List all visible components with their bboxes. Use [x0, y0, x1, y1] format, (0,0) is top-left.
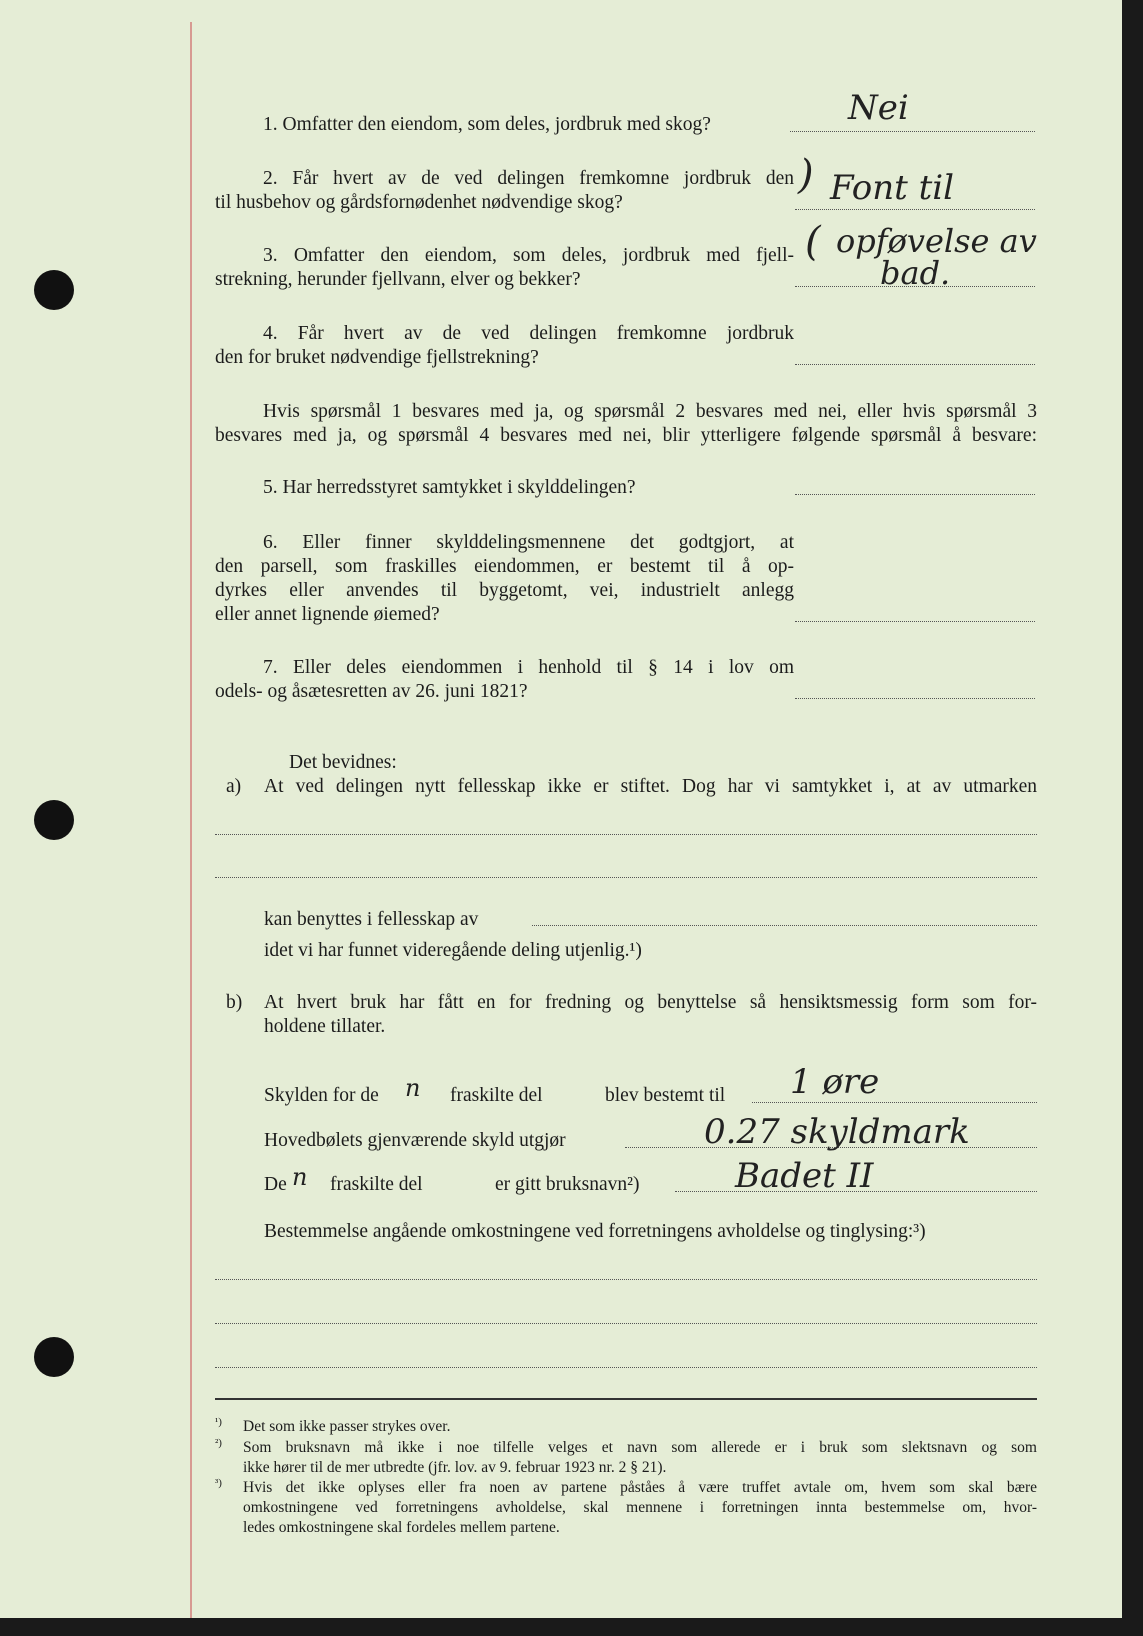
answer-line	[795, 494, 1035, 495]
skyld-value: 1 øre	[790, 1062, 880, 1102]
item-b-line-2: holdene tillater.	[264, 1016, 386, 1037]
idet-line: idet vi har funnet videregående deling utjenlig.¹)	[264, 940, 642, 961]
bruksnavn-label-c: er gitt bruksnavn²)	[495, 1174, 640, 1195]
hovedbol-label: Hovedbølets gjenværende skyld utgjør	[264, 1130, 566, 1151]
skyld-label-b: fraskilte del	[450, 1085, 543, 1106]
bevidnes-heading: Det bevidnes:	[289, 752, 397, 773]
blank-line	[215, 834, 1037, 835]
answer-line	[795, 621, 1035, 622]
hovedbol-value: 0.27 skyldmark	[704, 1112, 970, 1152]
question-7-line-2: odels- og åsætesretten av 26. juni 1821?	[215, 681, 528, 702]
brace-icon: )	[798, 152, 814, 198]
answer-line	[795, 364, 1035, 365]
footnote-2-line-1: Som bruksnavn må ikke i noe tilfelle velges et navn som allerede er i bruk som slektsnavn og som	[243, 1439, 1037, 1456]
question-3-line-1: 3. Omfatter den eiendom, som deles, jordbruk med fjell-	[263, 245, 794, 266]
footnote-3-line-2: omkostningene ved forretningens avholdelse, skal mennene i forretningen innta bestemmelse om, hvor-	[243, 1499, 1037, 1516]
footnote-3-line-1: Hvis det ikke oplyses eller fra noen av partene påståes å være truffet avtale om, hvem som skal bære	[243, 1479, 1037, 1496]
punch-hole	[34, 800, 74, 840]
footnote-1-marker: ¹)	[215, 1416, 222, 1428]
question-5: 5. Har herredsstyret samtykket i skylddelingen?	[263, 477, 636, 498]
answer-line	[790, 131, 1035, 132]
question-3-line-2: strekning, herunder fjellvann, elver og bekker?	[215, 269, 581, 290]
condition-line-2: besvares med ja, og spørsmål 4 besvares med nei, blir ytterligere følgende spørsmål å besvare:	[215, 425, 1037, 446]
footnote-2-line-2: ikke hører til de mer utbredte (jfr. lov. av 9. februar 1923 nr. 2 § 21).	[243, 1459, 667, 1476]
blank-line	[215, 1323, 1037, 1324]
handwritten-answer-1: Nei	[848, 88, 909, 128]
footnote-3-line-3: ledes omkostningene skal fordeles mellem partene.	[243, 1519, 560, 1536]
bruksnavn-label-a: De	[264, 1174, 287, 1195]
answer-line	[795, 209, 1035, 210]
item-b-line-1: At hvert bruk har fått en for fredning og benyttelse så hensiktsmessig form som for-	[264, 992, 1037, 1013]
item-a-marker: a)	[226, 776, 242, 797]
margin-line	[190, 22, 192, 1618]
blank-line	[215, 877, 1037, 878]
footnote-1: Det som ikke passer strykes over.	[243, 1418, 451, 1435]
item-b-marker: b)	[226, 992, 243, 1013]
question-6-line-4: eller annet lignende øiemed?	[215, 604, 440, 625]
handwritten-answer-3-line-2: bad.	[880, 254, 951, 292]
bruksnavn-value: Badet II	[735, 1156, 874, 1196]
question-7-line-1: 7. Eller deles eiendommen i henhold til § 14 i lov om	[263, 657, 794, 678]
omkostninger-label: Bestemmelse angående omkostningene ved forretningens avholdelse og tinglysing:³)	[264, 1221, 926, 1242]
brace-icon: (	[805, 219, 821, 265]
question-2-line-2: til husbehov og gårdsfornødenhet nødvendige skog?	[215, 192, 623, 213]
skyld-label-a: Skylden for de	[264, 1085, 379, 1106]
blank-line	[215, 1279, 1037, 1280]
punch-hole	[34, 1337, 74, 1377]
question-4-line-2: den for bruket nødvendige fjellstrekning?	[215, 347, 539, 368]
item-a-text: At ved delingen nytt fellesskap ikke er stiftet. Dog har vi samtykket i, at av utmarken	[264, 776, 1037, 797]
answer-line	[795, 698, 1035, 699]
benyttes-label: kan benyttes i fellesskap av	[264, 909, 479, 930]
handwritten-answer-3-line-1: opføvelse av	[836, 222, 1037, 260]
answer-line	[752, 1102, 1037, 1103]
handwritten-n: n	[292, 1163, 308, 1191]
question-2-line-1: 2. Får hvert av de ved delingen fremkomne jordbruk den	[263, 168, 794, 189]
condition-line-1: Hvis spørsmål 1 besvares med ja, og spørsmål 2 besvares med nei, eller hvis spørsmål 3	[263, 401, 1037, 422]
question-1: 1. Omfatter den eiendom, som deles, jordbruk med skog?	[263, 114, 711, 135]
bruksnavn-label-b: fraskilte del	[330, 1174, 423, 1195]
footnote-divider	[215, 1398, 1037, 1400]
footnote-3-marker: ³)	[215, 1477, 222, 1489]
footnote-2-marker: ²)	[215, 1437, 222, 1449]
blank-line	[215, 1367, 1037, 1368]
handwritten-n: n	[405, 1074, 421, 1102]
blank-line	[532, 925, 1037, 926]
question-6-line-2: den parsell, som fraskilles eiendommen, er bestemt til å op-	[215, 556, 794, 577]
handwritten-answer-2: Font til	[830, 168, 954, 208]
punch-hole	[34, 270, 74, 310]
skyld-label-c: blev bestemt til	[605, 1085, 726, 1106]
question-6-line-3: dyrkes eller anvendes til byggetomt, vei, industrielt anlegg	[215, 580, 794, 601]
question-4-line-1: 4. Får hvert av de ved delingen fremkomne jordbruk	[263, 323, 794, 344]
question-6-line-1: 6. Eller finner skylddelingsmennene det godtgjort, at	[263, 532, 794, 553]
